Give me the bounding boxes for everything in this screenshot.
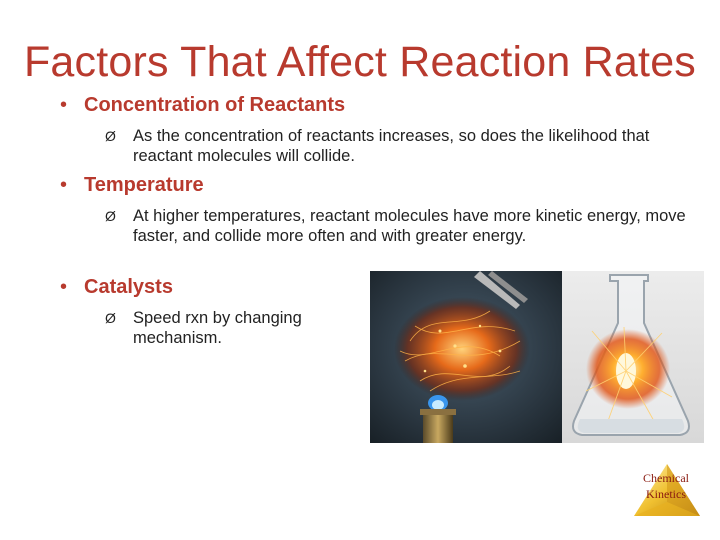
bullet-marker: • [60, 94, 68, 116]
badge-label [632, 470, 700, 502]
bullet-label: Temperature [84, 174, 204, 196]
sub-bullet-text: At higher temperatures, reactant molecules have more kinetic energy, move faster, and collide more often and with greater energy. [133, 207, 686, 245]
badge-line1: Chemical [643, 471, 689, 485]
slide-title: Factors That Affect Reaction Rates [23, 38, 697, 86]
sub-bullet-text: As the concentration of reactants increases, so does the likelihood that reactant molecules will collide. [133, 127, 650, 165]
arrow-marker: Ø [105, 208, 116, 224]
sub-bullet-catalysts [105, 308, 355, 348]
sub-bullet-text: Speed rxn by changing mechanism. [133, 309, 302, 347]
bullet-label: Catalysts [84, 276, 173, 298]
sub-bullet-temperature [105, 206, 695, 246]
bullet-marker: • [60, 174, 68, 196]
arrow-marker: Ø [105, 310, 116, 326]
bullet-label: Concentration of Reactants [84, 94, 346, 116]
badge-line2: Kinetics [646, 487, 686, 501]
flask-sparks-photo [562, 271, 704, 443]
bullet-catalysts [60, 276, 173, 299]
arrow-marker: Ø [105, 128, 116, 144]
bullet-marker: • [60, 276, 68, 298]
steel-wool-flame-photo [370, 271, 562, 443]
bullet-temperature [60, 174, 204, 197]
bullet-concentration [60, 94, 345, 117]
sub-bullet-concentration [105, 126, 665, 166]
